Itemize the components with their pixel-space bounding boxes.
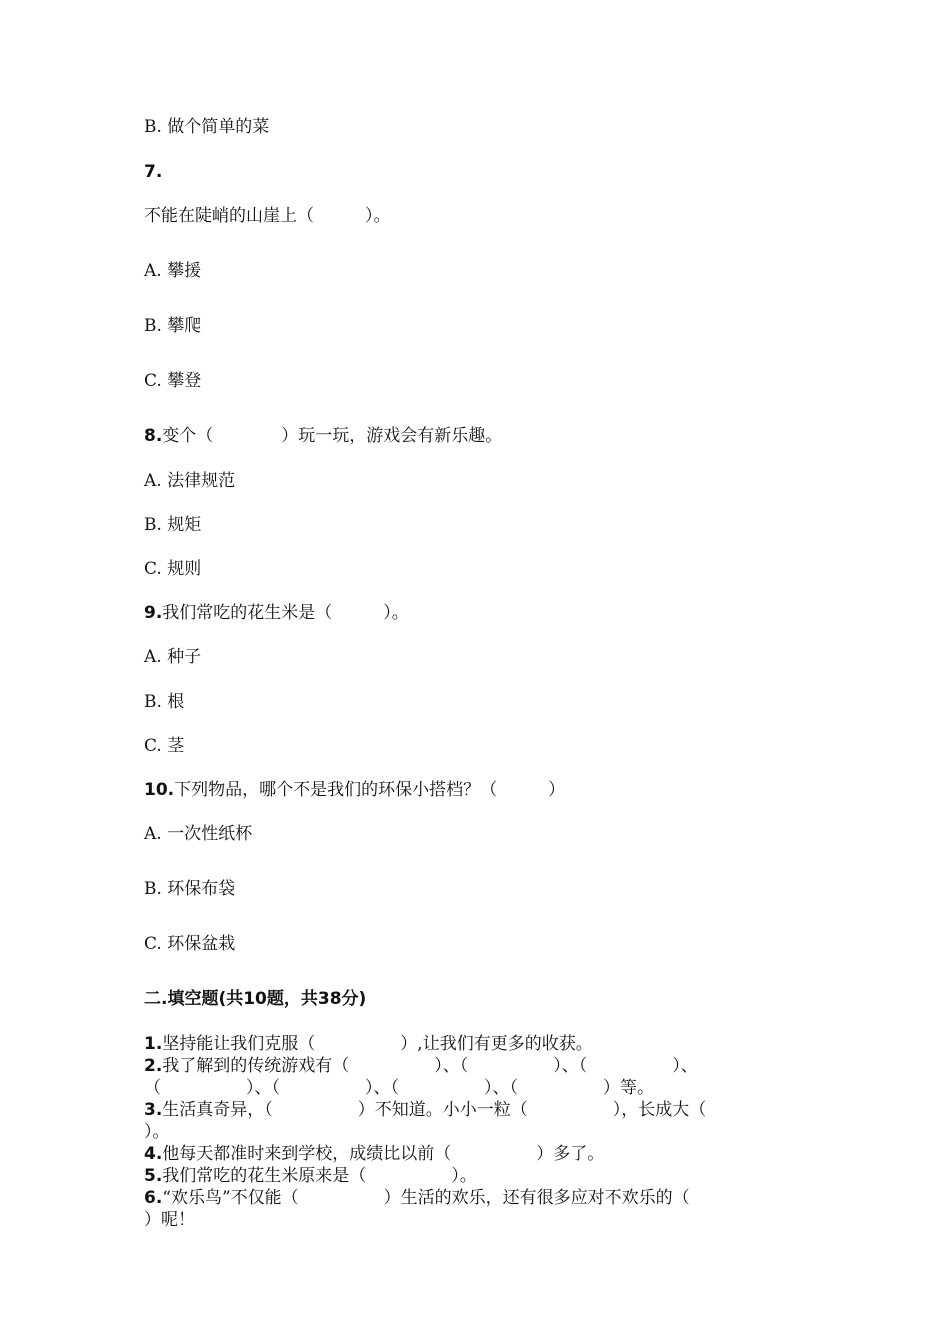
option: C. 攀登 [144,371,202,391]
question-number: 8. [144,426,163,446]
question-number: 10. [144,780,175,800]
fill-text: （ ）、（ ）、（ ）、（ ）等。 [144,1078,654,1098]
fill-text: 坚持能让我们克服（ ）,让我们有更多的收获。 [162,1034,593,1054]
option: A. 法律规范 [144,471,236,491]
fill-text: 我了解到的传统游戏有（ ）、（ ）、（ ）、 [162,1056,698,1076]
fill-item [144,1143,604,1165]
fill-item [144,1077,654,1099]
question-number: 9. [144,603,163,623]
prev-option: B. 做个简单的菜 [144,117,270,137]
question-stem: 不能在陡峭的山崖上（ ）。 [144,206,391,226]
fill-item [144,1033,593,1055]
fill-item [144,1187,690,1209]
question-number: 7. [144,162,163,182]
option: B. 规矩 [144,515,202,535]
question-line [144,602,409,624]
fill-item [144,1165,477,1187]
fill-item [144,1209,195,1231]
option: C. 规则 [144,559,202,579]
fill-text: 生活真奇异，（ ）不知道。小小一粒（ ），长成大（ [162,1100,707,1120]
fill-item [144,1121,170,1143]
option: A. 种子 [144,647,202,667]
section-title: 二.填空题(共10题，共38分) [144,989,367,1009]
question-stem: 下列物品，哪个不是我们的环保小搭档？（ ） [174,780,566,800]
fill-number: 1. [144,1034,163,1054]
option: B. 环保布袋 [144,879,236,899]
fill-number: 3. [144,1100,163,1120]
fill-number: 6. [144,1188,163,1208]
option: B. 攀爬 [144,316,202,336]
fill-text: ）呢！ [144,1210,195,1230]
fill-number: 5. [144,1166,163,1186]
fill-number: 2. [144,1056,163,1076]
option: A. 一次性纸杯 [144,824,253,844]
fill-text: 他每天都准时来到学校，成绩比以前（ ）多了。 [162,1144,605,1164]
option: A. 攀援 [144,261,202,281]
fill-text: “欢乐鸟”不仅能（ ）生活的欢乐，还有很多应对不欢乐的（ [162,1188,690,1208]
question-stem: 我们常吃的花生米是（ ）。 [162,603,409,623]
fill-item [144,1099,706,1121]
question-line [144,779,565,801]
question-line [144,425,502,447]
option: C. 茎 [144,736,185,756]
fill-number: 4. [144,1144,163,1164]
option: B. 根 [144,692,185,712]
fill-text: ）。 [144,1122,170,1142]
option: C. 环保盆栽 [144,934,236,954]
fill-text: 我们常吃的花生米原来是（ ）。 [162,1166,477,1186]
question-stem: 变个（ ）玩一玩，游戏会有新乐趣。 [162,426,503,446]
fill-item [144,1055,698,1077]
